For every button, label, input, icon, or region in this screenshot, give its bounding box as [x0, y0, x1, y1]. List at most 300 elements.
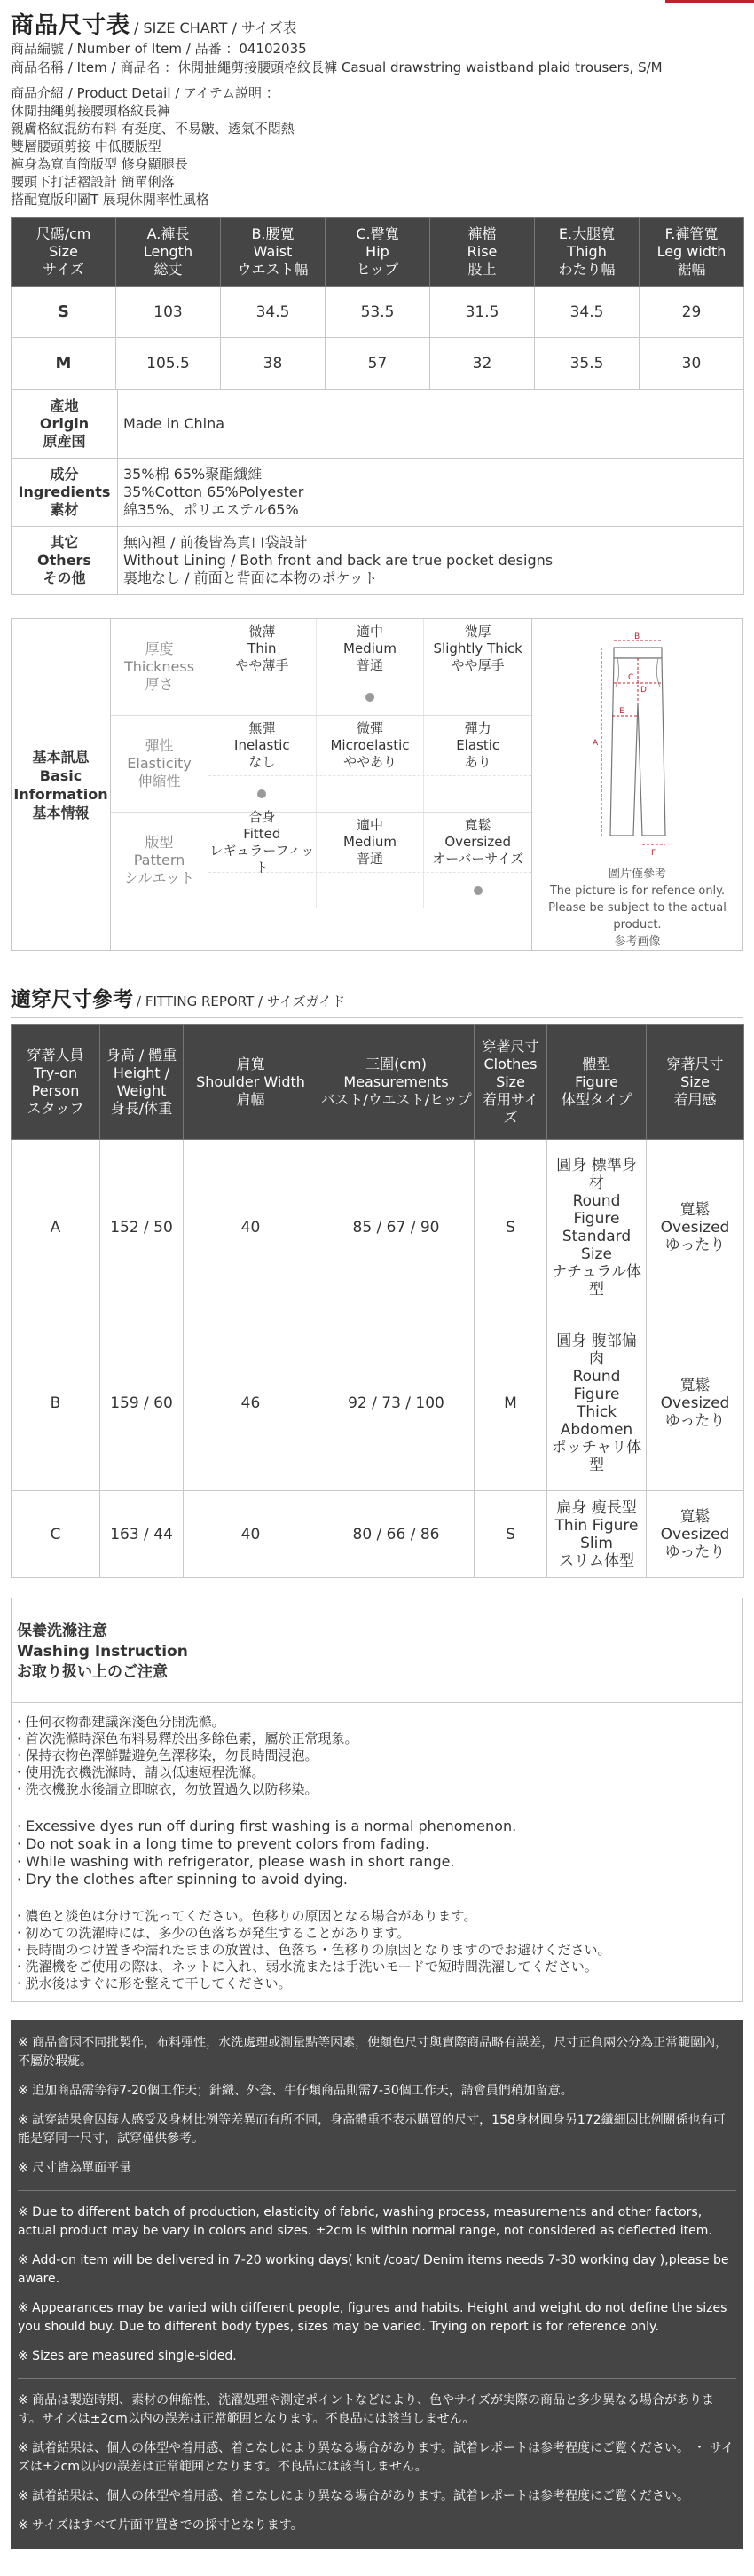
fitting-row	[12, 1491, 744, 1578]
basic-info-grid	[111, 619, 531, 950]
size-table-header-row	[12, 218, 744, 287]
header-text: C.臀寬	[356, 225, 399, 242]
basic-info-row	[111, 808, 531, 908]
category-line: 厚度	[145, 640, 174, 657]
ingredients-row	[12, 459, 744, 527]
origin-value	[118, 390, 744, 459]
header-text: 穿著人員	[27, 1046, 84, 1064]
fitting-header-cell	[647, 1025, 744, 1140]
option-line: Microelastic	[330, 737, 410, 753]
header-text: Figure	[575, 1072, 618, 1090]
figure-line: ポッチャリ体型	[551, 1438, 642, 1474]
figure-line: Figure	[573, 1209, 620, 1228]
option-line: Slightly Thick	[433, 640, 522, 656]
option-line: あり	[464, 754, 491, 770]
others-row	[12, 527, 744, 595]
notice-line: ※ 商品は製造時期、素材の伸縮性、洗濯処理や測定ポイントなどにより、色やサイズが実際の商品と多少異なる場合がありま す。サイズは±2cm以内の誤差は正常範囲となります。不良品には該当しません。	[18, 2393, 715, 2426]
category-text	[124, 834, 194, 887]
option-label	[424, 813, 531, 872]
washing-line: · 首次洗滌時深色布料易釋於出多餘色素，屬於正常現象。	[17, 1731, 358, 1747]
header-text: サイズ	[43, 261, 84, 278]
category-line: シルエット	[123, 869, 195, 886]
washing-en	[17, 1818, 737, 1889]
option-text	[456, 720, 499, 771]
origin-text: Made in China	[123, 415, 225, 432]
fitting-cell-fit	[647, 1315, 744, 1491]
detail-line: 褲身為寬直筒版型 修身顯腿長	[11, 156, 188, 172]
fit-line: ゆったり	[664, 1411, 726, 1430]
detail-title: 商品介紹 / Product Detail / アイテム説明 ：	[11, 85, 279, 101]
header-text: Thigh	[567, 243, 607, 260]
fit-line: Ovesized	[660, 1218, 730, 1237]
option-text	[235, 624, 288, 674]
notice-ja	[18, 2390, 736, 2537]
size-row-m	[12, 338, 744, 389]
option-indicator-cell	[208, 776, 317, 812]
header-text: 身高 / 體重	[106, 1046, 177, 1064]
fitting-cell-height-weight: 152 / 50	[100, 1140, 184, 1315]
note-line: The picture is for refence only.	[549, 884, 726, 898]
label-text: Information	[13, 785, 108, 803]
option-text	[432, 817, 523, 868]
selected-dot-icon	[365, 693, 374, 702]
fitting-cell-person: A	[12, 1140, 100, 1315]
others-line: 裏地なし / 前面と背面に本物のポケット	[123, 569, 378, 586]
header-text: Size	[680, 1072, 710, 1090]
option-text	[208, 809, 316, 876]
header-text: 三圍(cm)	[365, 1055, 427, 1072]
option-label	[424, 619, 531, 679]
figure-line: Size	[581, 1245, 612, 1263]
option-label	[317, 619, 425, 679]
option-line: 無彈	[248, 720, 276, 736]
figure-line: Round	[572, 1367, 621, 1386]
fitting-cell-measure: 85 / 67 / 90	[318, 1140, 475, 1315]
diagram-label-e: E	[618, 707, 624, 716]
option-line: Medium	[343, 834, 397, 850]
selected-dot-icon	[474, 886, 483, 895]
option-indicator-cell	[317, 679, 425, 715]
option-label	[424, 716, 531, 775]
page-subtitle: / SIZE CHART / サイズ表	[134, 20, 297, 36]
header-text: B.腰寬	[251, 225, 295, 242]
header-hip	[326, 218, 430, 287]
option-text	[343, 817, 397, 868]
header-text: 肩幅	[236, 1090, 265, 1108]
figure-line: 扁身 瘦長型	[556, 1498, 637, 1517]
option-line: なし	[248, 754, 276, 770]
washing-line: · 任何衣物都建議深淺色分開洗滌。	[17, 1714, 225, 1730]
note-line: 参考画像	[614, 935, 661, 948]
fitting-cell-size: S	[475, 1140, 547, 1315]
ingredient-line: 35%棉 65%聚酯纖維	[123, 466, 263, 483]
option-line: 適中	[357, 817, 384, 833]
header-length	[116, 218, 221, 287]
washing-ja	[17, 1908, 737, 1992]
header-text: Length	[143, 243, 193, 260]
option-line: 微薄	[248, 624, 276, 640]
size-cell: 53.5	[326, 287, 430, 338]
header-text: 着用サイズ	[483, 1090, 538, 1126]
header-thigh	[535, 218, 640, 287]
fitting-cell-person: B	[12, 1315, 100, 1491]
size-cell: 105.5	[116, 338, 221, 389]
category-line: 版型	[145, 834, 174, 851]
notice-divider	[18, 2190, 736, 2191]
washing-line: · 長時間のつけ置きや濡れたままの放置は、色落ち・色移りの原因となりますのでお避けください。	[17, 1942, 611, 1958]
basic-info-options	[208, 808, 531, 908]
option-line: Oversized	[444, 834, 512, 850]
header-text: Leg width	[656, 243, 727, 260]
notice-en	[18, 2202, 736, 2368]
header-text: Measurements	[343, 1072, 449, 1090]
category-line: Pattern	[133, 852, 185, 868]
header-text: Hip	[365, 243, 389, 260]
diagram-label-b: B	[633, 632, 640, 641]
figure-line: Slim	[580, 1534, 613, 1552]
washing-line: · 洗衣機脫水後請立即晾衣，勿放置過久以防移染。	[17, 1781, 318, 1797]
fitting-header-row	[12, 1025, 744, 1140]
category-line: Elasticity	[127, 755, 192, 772]
size-cell: 38	[221, 338, 326, 389]
label-text: 原産国	[43, 433, 86, 450]
size-label: M	[12, 338, 116, 389]
fitting-cell-size: M	[475, 1315, 547, 1491]
basic-info-row	[111, 716, 531, 813]
fitting-cell-shoulder: 46	[184, 1315, 318, 1491]
header-text: 総丈	[153, 261, 183, 278]
title-row	[11, 7, 743, 40]
notice-line: ※ 試着結果は、個人の体型や着用感、着こなしにより異なる場合があります。試着レポートは参考程度にご覧ください。	[18, 2489, 690, 2503]
figure-line: ナチュラル体型	[552, 1262, 641, 1299]
washing-line: · 洗濯機をご使用の際は、ネットに入れ、弱水流または手洗いモードで短時間洗濯してください。	[17, 1959, 598, 1975]
option-indicator-cell	[208, 679, 317, 715]
header-text: 體型	[582, 1055, 611, 1072]
note-line: Please be subject to the actual product.	[548, 901, 727, 931]
fitting-header-cell	[475, 1025, 547, 1140]
washing-title-line: Washing Instruction	[17, 1643, 188, 1661]
notice-section	[11, 2020, 743, 2549]
size-cell: 32	[430, 338, 535, 389]
fit-line: 寬鬆	[679, 1376, 711, 1394]
option-indicator-cell	[424, 679, 531, 715]
fitting-cell-fit	[647, 1491, 744, 1578]
diagram-label-f: F	[650, 849, 656, 858]
detail-line: 搭配寬版印圖T 展現休閒率性風格	[11, 192, 209, 208]
figure-line: Round	[572, 1191, 621, 1210]
bottom-spacer	[0, 2549, 754, 2576]
size-cell: 30	[640, 338, 744, 389]
size-row-s	[12, 287, 744, 338]
category-text	[127, 737, 191, 790]
fitting-cell-shoulder: 40	[184, 1140, 318, 1315]
option-labels	[208, 716, 531, 776]
fitting-row	[12, 1315, 744, 1491]
option-label	[208, 716, 317, 775]
fitting-cell-fit	[647, 1140, 744, 1315]
option-line: やや厚手	[451, 657, 505, 673]
header-text: 尺碼/cm	[35, 225, 91, 242]
header-text: 裾幅	[677, 261, 706, 278]
info-table	[11, 389, 744, 595]
others-line: 無內裡 / 前後皆為真口袋設計	[123, 534, 308, 551]
header-text: Person	[31, 1081, 80, 1099]
item-name: 商品名稱 / Item / 商品名 ：休閒抽繩剪接腰頭格紋長褲 Casual drawstring waistband plaid trousers, S/M	[11, 59, 663, 75]
option-line: オーバーサイズ	[432, 851, 524, 867]
header-text: Clothes Size	[483, 1055, 538, 1090]
top-accent-bar	[665, 0, 754, 3]
fitting-cell-figure	[547, 1491, 647, 1578]
washing-title-line: 保養洗滌注意	[17, 1622, 107, 1640]
option-line: Inelastic	[234, 737, 290, 753]
notice-line: ※ 試穿結果會因每人感受及身材比例等差異而有所不同，身高體重不表示購買的尺寸，158身材圓身另172纖細因比例關係也有可能是穿同一尺寸，試穿僅供參考。	[18, 2113, 726, 2146]
header-text: F.褲管寬	[664, 225, 719, 242]
option-indicators	[208, 776, 531, 812]
washing-line: · 初めての洗濯時には、多少の色落ちが発生することがあります。	[17, 1925, 411, 1941]
option-label	[208, 619, 317, 679]
header-size	[12, 218, 116, 287]
detail-line: 雙層腰頭剪接 中低腰版型	[11, 138, 161, 154]
header-text: 体型タイプ	[561, 1090, 632, 1108]
option-line: Thin	[247, 640, 277, 656]
notice-line: ※ 追加商品需等待7-20個工作天；針織、外套、牛仔類商品則需7-30個工作天，請會員們稍加留意。	[18, 2084, 573, 2098]
label-text: Origin	[39, 415, 90, 432]
header-text: スタッフ	[27, 1099, 84, 1117]
option-line: Elastic	[456, 737, 500, 753]
others-value	[118, 527, 744, 595]
option-label	[208, 808, 317, 876]
option-line: 普通	[357, 851, 384, 867]
option-line: やや薄手	[235, 657, 289, 673]
option-labels	[208, 619, 531, 679]
option-text	[343, 624, 397, 674]
fitting-cell-figure	[547, 1140, 647, 1315]
header-text: Waist	[253, 243, 293, 260]
header-text: A.褲長	[146, 225, 190, 242]
header-text: 穿著尺寸	[666, 1055, 724, 1072]
notice-zh	[18, 2032, 736, 2179]
option-line: ややあり	[343, 754, 397, 770]
washing-title-line: お取り扱い上のご注意	[17, 1663, 168, 1681]
option-indicators	[208, 873, 531, 908]
option-line: 合身	[248, 808, 276, 825]
pants-diagram-icon	[589, 632, 687, 862]
size-label: S	[12, 287, 116, 338]
fit-line: ゆったり	[664, 1543, 726, 1561]
item-number: 商品編號 / Number of Item / 品番 ：04102035	[11, 41, 307, 57]
header-text: Rise	[467, 243, 498, 260]
option-line: 微彈	[357, 720, 384, 736]
origin-row	[12, 390, 744, 459]
header-text: Size	[49, 243, 78, 260]
diagram-label-c: C	[627, 673, 633, 682]
option-line: 普通	[357, 657, 384, 673]
option-indicator-cell	[424, 873, 531, 908]
selected-dot-icon	[257, 789, 266, 798]
others-label	[12, 527, 118, 595]
fitting-header-cell	[184, 1025, 318, 1140]
header	[0, 0, 754, 208]
option-line: レギュラーフィット	[209, 842, 315, 876]
category-line: 彈性	[145, 737, 174, 754]
notice-line: ※ Appearances may be varied with different people, figures and habits. Height and weight do not define the sizes you should buy. Due to different body types, sizes may be varied. Trying on report is for reference only.	[18, 2301, 727, 2334]
fitting-cell-figure	[547, 1315, 647, 1491]
figure-line: Abdomen	[560, 1420, 633, 1439]
label-text: 素材	[50, 501, 79, 518]
option-line: Fitted	[243, 825, 281, 842]
fitting-row	[12, 1140, 744, 1315]
basic-info-options	[208, 716, 531, 812]
header-text: バスト/ウエスト/ヒップ	[320, 1090, 472, 1108]
header-text: 股上	[467, 261, 497, 278]
origin-label	[12, 390, 118, 459]
option-text	[330, 720, 409, 771]
basic-info-label	[12, 619, 111, 950]
fitting-body	[12, 1140, 744, 1578]
fitting-cell-measure: 92 / 73 / 100	[318, 1315, 475, 1491]
washing-zh	[17, 1714, 737, 1798]
label-text: 基本訊息	[32, 748, 90, 766]
pants-diagram-panel	[531, 619, 742, 950]
option-line: Medium	[343, 640, 397, 656]
header-text: ヒップ	[356, 261, 399, 278]
washing-line: · 使用洗衣機洗滌時，請以低速短程洗滌。	[17, 1764, 265, 1780]
option-line: 寬鬆	[464, 817, 491, 833]
washing-line: · 保持衣物色澤鮮豔避免色澤移染，勿長時間浸泡。	[17, 1747, 318, 1763]
fitting-title	[11, 983, 743, 1018]
category-text	[124, 640, 194, 694]
washing-line: · 脱水後はすぐに形を整えて干してください。	[17, 1975, 292, 1991]
washing-line: · Do not soak in a long time to prevent colors from fading.	[17, 1835, 430, 1852]
fitting-cell-person: C	[12, 1491, 100, 1578]
fitting-cell-measure: 80 / 66 / 86	[318, 1491, 475, 1578]
fit-line: ゆったり	[664, 1236, 726, 1254]
ingredients-label	[12, 459, 118, 527]
notice-line: ※ Add-on item will be delivered in 7-20 working days( knit /coat/ Denim items needs 7-30 working day ),please be aware.	[18, 2253, 729, 2286]
header-text: わたり幅	[558, 261, 616, 278]
header-leg-width	[640, 218, 744, 287]
label-text: Others	[37, 552, 91, 569]
washing-line: · Excessive dyes run off during first washing is a normal phenomenon.	[17, 1818, 517, 1834]
detail-line: 休閒抽繩剪接腰頭格紋長褲	[11, 103, 171, 119]
figure-line: Thin Figure	[554, 1516, 639, 1535]
notice-line: ※ Sizes are measured single-sided.	[18, 2349, 237, 2363]
size-cell: 35.5	[535, 338, 640, 389]
option-labels	[208, 808, 531, 876]
label-text: 其它	[50, 534, 79, 551]
size-cell: 57	[326, 338, 430, 389]
diagram-label-a: A	[592, 739, 598, 748]
fit-line: 寬鬆	[679, 1200, 711, 1219]
header-text: 穿著尺寸	[482, 1037, 539, 1055]
page-title: 商品尺寸表	[11, 12, 131, 39]
fitting-cell-height-weight: 163 / 44	[100, 1491, 184, 1578]
washing-line: · While washing with refrigerator, please wash in short range.	[17, 1853, 455, 1870]
notice-line: ※ Due to different batch of production, elasticity of fabric, washing process, measurements and other factors, actual product may be vary in colors and sizes. ±2cm is within normal range, not considered as deflected item.	[18, 2205, 712, 2238]
header-text: 褲檔	[467, 225, 497, 242]
notice-line: ※ 試着結果は、個人の体型や着用感、着こなしにより異なる場合があります。試着レポートは参考程度にご覧ください。 ・ サイズは±2cm以内の誤差は正常範囲となります。不良品には該当しません。	[18, 2441, 734, 2474]
ingredients-value	[118, 459, 744, 527]
fitting-title-main: 適穿尺寸參考	[11, 988, 133, 1011]
detail-line: 親膚格紋混紡布料 有挺度、不易皺、透氣不悶熱	[11, 121, 295, 137]
size-table	[11, 217, 744, 389]
category-line: 厚さ	[145, 676, 174, 693]
washing-title	[12, 1598, 742, 1703]
fitting-header-cell	[100, 1025, 184, 1140]
header-text: Shoulder Width	[196, 1072, 305, 1090]
notice-divider	[18, 2378, 736, 2379]
option-label	[317, 716, 425, 775]
fitting-header-cell	[318, 1025, 475, 1140]
label-text: その他	[43, 569, 86, 586]
image-note	[545, 866, 731, 950]
label-text: 成分	[50, 466, 79, 483]
product-detail	[11, 84, 743, 208]
option-text	[234, 720, 290, 771]
fit-line: Ovesized	[660, 1525, 730, 1543]
fitting-header-cell	[12, 1025, 100, 1140]
category-line: 伸縮性	[137, 773, 181, 789]
fitting-header-cell	[547, 1025, 647, 1140]
header-text: 着用感	[673, 1090, 717, 1108]
header-text: 肩寬	[236, 1055, 265, 1072]
option-line: 微厚	[464, 624, 491, 640]
label-text: 基本情報	[32, 804, 90, 821]
washing-body	[12, 1703, 742, 2001]
fitting-cell-size: S	[475, 1491, 547, 1578]
fit-line: Ovesized	[660, 1394, 730, 1412]
detail-line: 腰頭下打活褶設計 簡單俐落	[11, 174, 175, 190]
figure-line: Thick	[576, 1402, 617, 1421]
fitting-title-sub: / FITTING REPORT / サイズガイド	[137, 993, 346, 1009]
size-cell: 34.5	[221, 287, 326, 338]
figure-line: 圓身 標準身材	[556, 1156, 637, 1192]
washing-section	[11, 1598, 743, 2002]
option-label	[317, 813, 425, 872]
option-line: 彈力	[464, 720, 491, 736]
basic-info-block	[11, 618, 743, 951]
size-cell: 103	[116, 287, 221, 338]
basic-info-category	[111, 716, 208, 812]
label-text: Basic	[39, 766, 82, 784]
size-cell: 31.5	[430, 287, 535, 338]
option-line: 適中	[357, 624, 384, 640]
header-text: E.大腿寬	[558, 225, 616, 242]
fitting-cell-height-weight: 159 / 60	[100, 1315, 184, 1491]
option-indicator-cell	[208, 873, 317, 908]
option-indicator-cell	[317, 776, 425, 812]
figure-line: 圓身 腹部偏肉	[556, 1331, 637, 1368]
basic-info-category	[111, 813, 208, 908]
basic-info-row	[111, 619, 531, 716]
option-indicators	[208, 679, 531, 715]
washing-line: · 濃色と淡色は分けて洗ってください。色移りの原因となる場合があります。	[17, 1908, 477, 1924]
notice-line: ※ 商品會因不同批製作，布料彈性，水洗處理或測量點等因素，使顏色尺寸與實際商品略有誤差，尺寸正負兩公分為正常範圍內，不屬於瑕疵。	[18, 2036, 728, 2069]
option-text	[434, 624, 522, 674]
header-text: Height / Weight	[113, 1064, 170, 1099]
notice-line: ※ 尺寸皆為單面平量	[18, 2161, 132, 2175]
figure-line: スリム体型	[559, 1551, 634, 1570]
category-line: Thickness	[123, 658, 195, 675]
label-text: Ingredients	[18, 483, 111, 500]
fit-line: 寬鬆	[679, 1507, 711, 1526]
option-indicator-cell	[424, 776, 531, 812]
header-rise	[430, 218, 535, 287]
fitting-table	[11, 1024, 744, 1578]
label-text: 產地	[50, 397, 79, 414]
header-text: 身長/体重	[110, 1099, 173, 1117]
washing-line: · Dry the clothes after spinning to avoid dying.	[17, 1871, 349, 1888]
